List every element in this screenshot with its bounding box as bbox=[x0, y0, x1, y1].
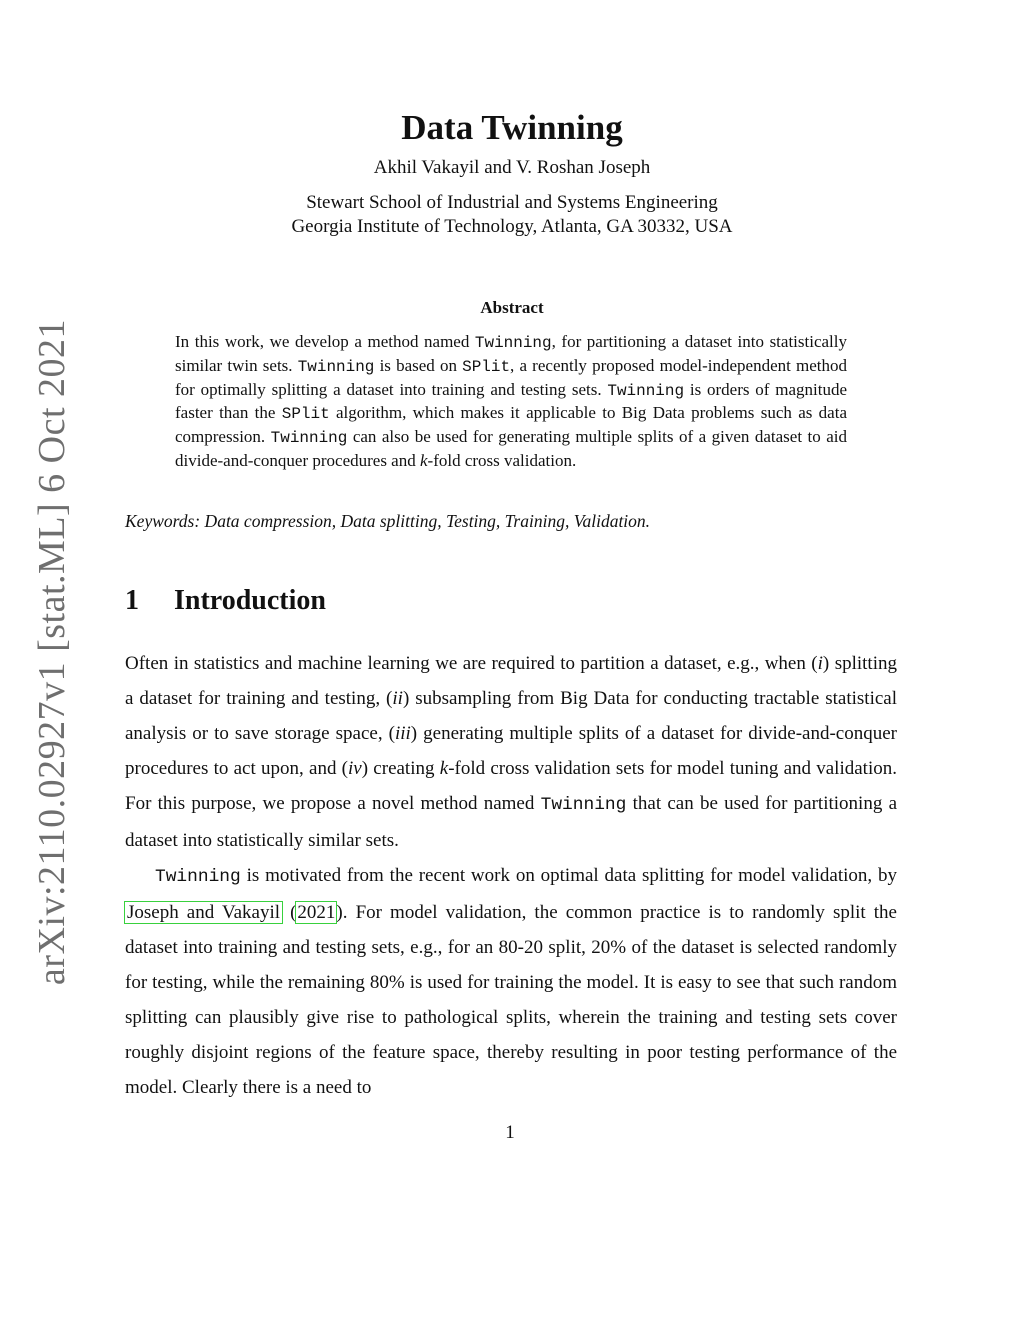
math-roman-iv: iv bbox=[348, 758, 362, 779]
arxiv-identifier: arXiv:2110.02927v1 [stat.ML] 6 Oct 2021 bbox=[31, 318, 73, 986]
abstract-text: -fold cross validation. bbox=[427, 450, 577, 470]
body-text: -fold cross validation sets for model tuning and validation. For this purpose, we propose a novel method named bbox=[125, 758, 897, 814]
math-roman-i: i bbox=[817, 653, 823, 674]
math-roman-ii: ii bbox=[392, 688, 403, 709]
paragraph bbox=[125, 646, 897, 858]
abstract-text: In this work, we develop a method named bbox=[175, 332, 475, 351]
author-list: Akhil Vakayil and V. Roshan Joseph bbox=[373, 157, 651, 178]
citation-link[interactable]: Joseph and Vakayil bbox=[127, 902, 281, 923]
section-heading bbox=[125, 585, 326, 617]
term-split: SPlit bbox=[281, 405, 330, 424]
body-text: Often in statistics and machine learning we are required to partition a dataset, e.g., when ( bbox=[125, 653, 818, 674]
term-twinning: Twinning bbox=[474, 334, 552, 352]
body-text: ) generating multiple splits of a dataset for divide-and-conquer procedures to act upon, and ( bbox=[125, 723, 898, 779]
body-text: ). For model validation, the common practice is to randomly split the dataset into training and testing sets, e.g., for an 80-20 split, 20% of the dataset is selected randomly for testing, while the remaining 80% is used for training the model. It is easy to see that such random splitting can plausibly give rise to pathological splits, wherein the training and testing sets cover roughly disjoint regions of the feature space, thereby resulting in poor testing performance of the model. Clearly there is a need to bbox=[125, 902, 897, 1098]
term-twinning: Twinning bbox=[540, 795, 627, 815]
term-twinning: Twinning bbox=[607, 381, 685, 400]
abstract-text: is based on bbox=[374, 355, 463, 375]
affiliation-line-2: Georgia Institute of Technology, Atlanta, GA 30332, USA bbox=[291, 216, 733, 237]
math-k: k bbox=[439, 758, 449, 779]
math-k: k bbox=[419, 450, 428, 470]
abstract-text: algorithm, which makes it applicable to Big Data problems such as data compression. bbox=[175, 403, 847, 447]
citation-year-link[interactable]: 2021 bbox=[297, 902, 336, 923]
keywords: Keywords: Data compression, Data splitting, Testing, Training, Validation. bbox=[125, 511, 651, 531]
abstract-text: can also be used for generating multiple splits of a given dataset to aid divide-and-conquer procedures and bbox=[175, 427, 847, 470]
term-split: SPlit bbox=[462, 357, 511, 376]
affiliation-line-1: Stewart School of Industrial and Systems Engineering bbox=[306, 192, 718, 213]
abstract-text: is orders of magnitude faster than the bbox=[175, 379, 847, 423]
page-number: 1 bbox=[505, 1122, 515, 1143]
abstract-heading: Abstract bbox=[480, 298, 544, 317]
body-text: ) subsampling from Big Data for conducting tractable statistical analysis or to save storage space, ( bbox=[125, 688, 897, 744]
body-text: is motivated from the recent work on optimal data splitting for model validation, by bbox=[240, 865, 897, 886]
paragraph: Twinning is motivated from the recent work on optimal data splitting for model validation, by Joseph and Vakayil (2021). For model validation, the common practice is to randomly split the dataset into training and testing sets, e.g., for an 80-20 split, 20% of the dataset is selected randomly for testing, while the remaining 80% is used for training the model. It is easy to see that such random splitting can plausibly give rise to pathological splits, wherein the training and testing sets cover roughly disjoint regions of the feature space, thereby resulting in poor testing performance of the model. Clearly there is a need to bbox=[125, 865, 897, 1098]
affiliation bbox=[0, 191, 1024, 239]
term-twinning: Twinning bbox=[270, 429, 348, 448]
term-twinning: Twinning bbox=[297, 357, 375, 376]
body-text: that can be used for partitioning a dataset into statistically similar sets. bbox=[125, 793, 898, 851]
section-number: 1 bbox=[125, 585, 139, 616]
body-text: ) creating bbox=[361, 758, 440, 779]
term-twinning: Twinning bbox=[155, 867, 241, 887]
math-roman-iii: iii bbox=[394, 723, 411, 744]
abstract-text: , for partitioning a dataset into statistically similar twin sets. bbox=[175, 332, 847, 375]
intro-body bbox=[125, 646, 897, 1105]
body-text: ) splitting a dataset for training and testing, ( bbox=[125, 653, 897, 709]
section-title: Introduction bbox=[174, 585, 326, 616]
abstract-body bbox=[175, 331, 847, 473]
paper-title: Data Twinning bbox=[401, 108, 623, 147]
abstract-text: , a recently proposed model-independent method for optimally splitting a dataset into training and testing sets. bbox=[175, 355, 847, 399]
